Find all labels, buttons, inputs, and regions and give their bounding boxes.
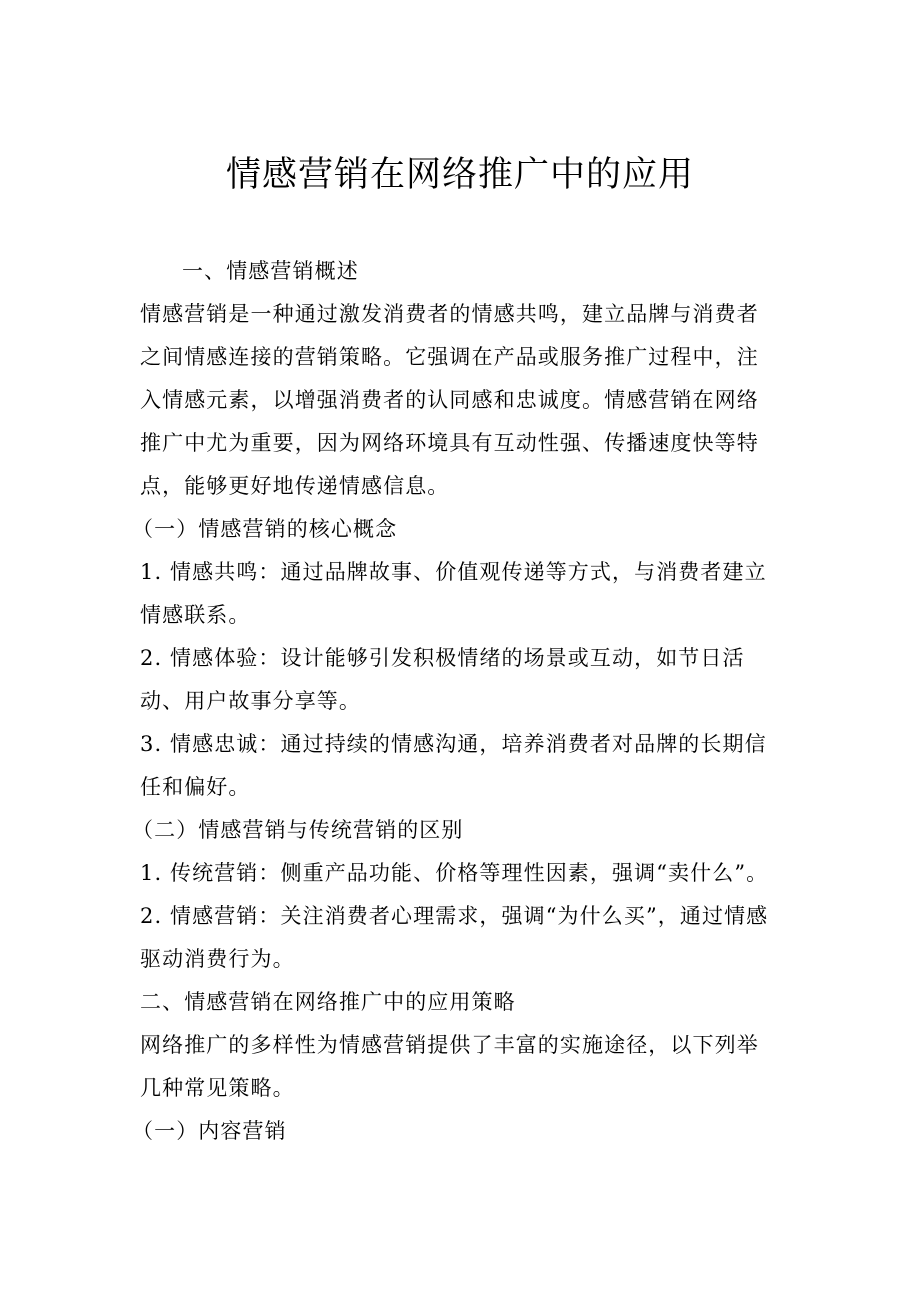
list-item-emotional-experience: 2. 情感体验：设计能够引发积极情绪的场景或互动，如节日活动、用户故事分享等。	[140, 646, 745, 713]
list-item-emotional-resonance: 1. 情感共鸣：通过品牌故事、价值观传递等方式，与消费者建立情感联系。	[140, 560, 767, 627]
subsection-heading-core-concepts: （一）情感营销的核心概念	[132, 517, 398, 541]
subsection-heading-differences: （二）情感营销与传统营销的区别	[132, 818, 464, 842]
list-item-emotional-loyalty: 3. 情感忠诚：通过持续的情感沟通，培养消费者对品牌的长期信任和偏好。	[140, 732, 767, 799]
subsection-heading-content-marketing: （一）内容营销	[132, 1119, 287, 1143]
list-item-traditional-marketing: 1. 传统营销：侧重产品功能、价格等理性因素，强调“卖什么”。	[140, 861, 769, 885]
paragraph-strategies-intro: 网络推广的多样性为情感营销提供了丰富的实施途径，以下列举几种常见策略。	[140, 1033, 759, 1100]
document-body	[132, 250, 780, 1153]
paragraph-overview: 情感营销是一种通过激发消费者的情感共鸣，建立品牌与消费者之间情感连接的营销策略。它强调在产品或服务推广过程中，注入情感元素，以增强消费者的认同感和忠诚度。情感营销在网络推广中尤为重要，因为网络环境具有互动性强、传播速度快等特点，能够更好地传递情感信息。	[140, 302, 759, 498]
document-title: 情感营销在网络推广中的应用	[225, 155, 694, 195]
section-heading-2: 二、情感营销在网络推广中的应用策略	[140, 990, 516, 1014]
section-heading-1: 一、情感营销概述	[182, 259, 359, 283]
list-item-emotional-marketing: 2. 情感营销：关注消费者心理需求，强调“为什么买”，通过情感驱动消费行为。	[140, 904, 769, 971]
